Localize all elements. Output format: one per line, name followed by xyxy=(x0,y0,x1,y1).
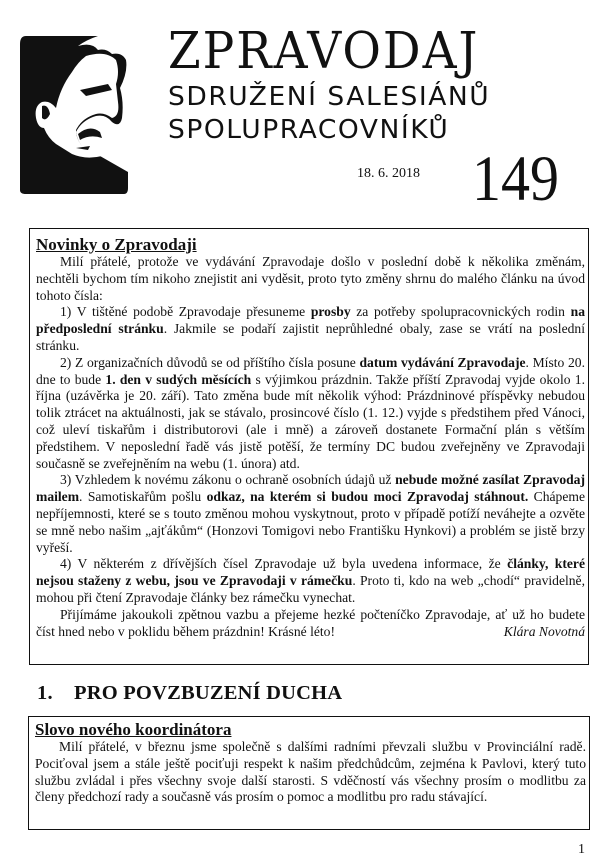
news-box xyxy=(29,228,589,665)
paragraph-text: . Jakmile se podaří zajistit neprůhledné obaly, zase se vrátí na poslední stránku. xyxy=(36,321,585,353)
paragraph-text: . Proto ti, kdo na web „chodí“ pravidelně, mohou při čtení Zpravodaje články bez rámečku vynechat. xyxy=(36,573,585,605)
newsletter-subtitle-line1: SDRUŽENÍ SALESIÁNŮ xyxy=(168,82,491,112)
author-signature: Klára Novotná xyxy=(503,623,585,639)
section-heading xyxy=(37,682,342,705)
portrait-silhouette-icon xyxy=(16,32,134,195)
paragraph-text: . Samotiskařům pošlu xyxy=(79,489,207,505)
paragraph-text: s výjimkou prázdnin. Takže příští Zpravodaj vyjde okolo 1. října (uzávěrka je 20. září). Tato změna bude mít několik výhod: Prázdninové příspěvky nebudou tolik ztrácet na aktuálnosti, jak se stávalo, prosincové číslo (1. 12.) vyjde s předstihem před Vánoci, což uleví tiskařům i distributorovi (ale i mně) a zároveň dostanete Formační plán s větším předstihem. V neposlední řadě vás jistě potěší, že termíny DC budou zveřejněny ve Zpravodaji současně se zveřejněním na webu (1. února) atd. xyxy=(36,371,585,471)
page-number: 1 xyxy=(578,842,585,857)
coordinator-box xyxy=(28,716,590,830)
paragraph-text: 4) V některém z dřívějších čísel Zpravodaje už byla uvedena informace, že xyxy=(60,556,508,572)
emphasis-text: články, které nejsou staženy z webu, jsou ve Zpravodaji v rámečku xyxy=(36,556,585,589)
emphasis-text: nebude možné zasílat Zpravodaj mailem xyxy=(36,472,585,505)
paragraph-text: Milí přátelé, protože ve vydávání Zpravodaje došlo v poslední době k několika změnám, nechtěli bychom tím nikoho znejistit ani vyděsit, proto tyto změny shrnu do malého článku na úvod tohoto čísla: xyxy=(36,254,585,303)
emphasis-text: odkaz, na kterém si budou moci Zpravodaj stáhnout. xyxy=(206,489,529,505)
issue-number: 149 xyxy=(472,141,559,215)
news-paragraph xyxy=(36,607,585,641)
news-paragraph xyxy=(36,472,585,556)
issue-date: 18. 6. 2018 xyxy=(357,166,420,181)
paragraph-text: 2) Z organizačních důvodů se od příštího čísla posune xyxy=(60,354,360,370)
paragraph-text: 1) V tištěné podobě Zpravodaje přesuneme xyxy=(60,304,311,320)
news-paragraph xyxy=(36,254,585,304)
paragraph-text: 3) Vzhledem k novému zákonu o ochraně osobních údajů už xyxy=(60,472,396,488)
paragraph-text: Přijímáme jakoukoli zpětnou vazbu a přejeme hezké počteníčko Zpravodaje, ať už ho budete číst hned nebo v poklidu během prázdnin! Krásné léto! xyxy=(36,606,585,639)
news-paragraph xyxy=(36,304,585,354)
paragraph-text: Chápeme nepříjemnosti, které se s touto změnou mohou vyskytnout, proto v případě potíží neváhejte a ozvěte se mně nebo našim „ajťákům“ (Honzovi Tomigovi nebo Františku Hynkovi) a problém se jistě brzy vyřeší. xyxy=(36,489,585,555)
coordinator-paragraph: Milí přátelé, v březnu jsme společně s dalšími radními převzali službu v Provinciální radě. Pociťoval jsem a stále ještě pociťuji respekt k našim předchůdcům, zejména k Pavlovi, který tuto službu zvládal i přes všechny svoje další starosti. S vděčností vás všechny prosím o modlitbu za členy předchozí rady a současně vás prosím o pomoc a modlitbu pro radu stávající. xyxy=(35,739,586,805)
coordinator-box-title: Slovo nového koordinátora xyxy=(35,720,232,739)
emphasis-text: prosby xyxy=(310,304,351,320)
news-box-body xyxy=(36,254,585,640)
emphasis-text: na předposlední stránku xyxy=(36,304,585,337)
newsletter-title: ZPRAVODAJ xyxy=(168,21,480,82)
emphasis-text: 1. den v sudých měsících xyxy=(105,371,252,387)
paragraph-text: za potřeby spolupracovnických rodin xyxy=(350,304,571,320)
section-title: PRO POVZBUZENÍ DUCHA xyxy=(74,682,343,704)
news-paragraph xyxy=(36,355,585,473)
paragraph-text: . Místo 20. dne to bude xyxy=(36,354,585,387)
news-box-title: Novinky o Zpravodaji xyxy=(36,235,197,254)
section-number: 1. xyxy=(37,682,53,704)
newsletter-subtitle-line2: SPOLUPRACOVNÍKŮ xyxy=(168,115,450,145)
emphasis-text: datum vydávání Zpravodaje xyxy=(359,354,526,370)
news-paragraph xyxy=(36,556,585,606)
